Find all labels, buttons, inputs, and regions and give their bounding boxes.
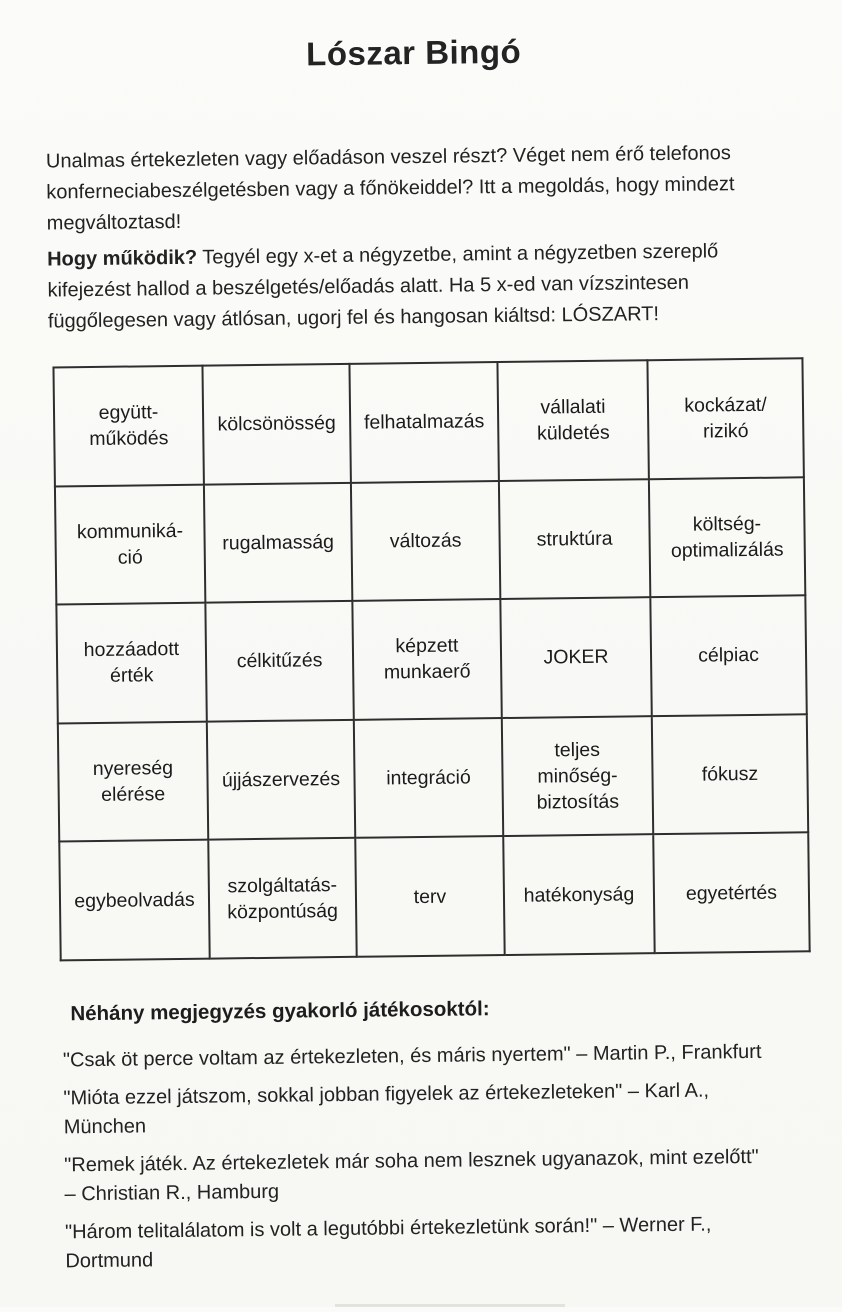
bingo-grid xyxy=(52,357,810,961)
bingo-cell: hatékonyság xyxy=(503,835,654,955)
page-title: Lószar Bingó xyxy=(305,32,522,73)
bingo-cell: célpiac xyxy=(650,595,806,715)
player-quote: "Három telitalálatom is volt a legutóbbi értekezletünk során!" – Werner F., Dortmund xyxy=(64,1213,712,1273)
bingo-cell: célkitűzés xyxy=(205,601,353,721)
intro-paragraph: Unalmas értekezleten vagy előadáson veszel részt? Véget nem érő telefonos konferneciabeszélgetésben vagy a főnökeiddel? Itt a megoldás, hogy mindezt megváltoztasd! xyxy=(45,142,735,235)
bingo-cell: egyetértés xyxy=(653,833,809,953)
bingo-cell: nyereség elérése xyxy=(58,721,208,841)
bingo-cell: változás xyxy=(351,481,500,601)
bingo-cell-joker: JOKER xyxy=(500,597,651,717)
bingo-cell: együtt- működés xyxy=(53,366,203,486)
bingo-cell: teljes minőség- biztosítás xyxy=(502,716,653,836)
how-it-works-text: Tegyél egy x-et a négyzetbe, amint a négyzetben szereplő kifejezést hallod a beszélgetés/előadás alatt. Ha 5 x-ed van vízszintesen függőlegesen vagy átlósan, ugorj fel és hangosan kiáltsd: LÓSZART! xyxy=(47,240,719,333)
comments-section xyxy=(60,993,819,1285)
bingo-cell: kölcsönösség xyxy=(202,364,350,484)
bingo-cell: integráció xyxy=(354,718,503,838)
bingo-row xyxy=(53,358,803,486)
how-it-works-label: Hogy működik? xyxy=(47,246,198,271)
bingo-cell: fókusz xyxy=(652,714,808,834)
bingo-row xyxy=(55,477,805,605)
bingo-cell: hozzáadott érték xyxy=(56,603,206,723)
player-quote: "Remek játék. Az értekezletek már soha nem lesznek ugyanazok, mint ezelőtt" – Christian R., Hamburg xyxy=(64,1145,759,1206)
bingo-cell: költség- optimalizálás xyxy=(649,477,805,597)
comments-heading: Néhány megjegyzés gyakorló játékosoktól: xyxy=(70,997,490,1026)
player-quote: "Mióta ezzel játszom, sokkal jobban figyelek az értekezleteken" – Karl A., München xyxy=(63,1079,710,1139)
bingo-cell: képzett munkaerő xyxy=(352,599,501,719)
bingo-cell: terv xyxy=(355,836,504,956)
bingo-cell: rugalmasság xyxy=(204,482,352,602)
bingo-cell: egybeolvadás xyxy=(59,840,209,960)
how-it-works-paragraph xyxy=(47,235,788,337)
bingo-row xyxy=(58,714,808,842)
bingo-row xyxy=(56,595,806,723)
bingo-row xyxy=(59,833,809,961)
bingo-cell: szolgáltatás- központúság xyxy=(208,838,356,958)
bingo-cell: újjászervezés xyxy=(207,720,355,840)
bingo-cell: vállalati küldetés xyxy=(497,360,648,480)
bingo-cell: kockázat/ rizikó xyxy=(647,358,803,478)
player-quote: "Csak öt perce voltam az értekezleten, és máris nyertem" – Martin P., Frankfurt xyxy=(62,1040,762,1072)
bingo-cell: kommuniká- ció xyxy=(55,484,205,604)
bingo-cell: struktúra xyxy=(499,479,650,599)
bingo-cell: felhatalmazás xyxy=(349,362,498,482)
